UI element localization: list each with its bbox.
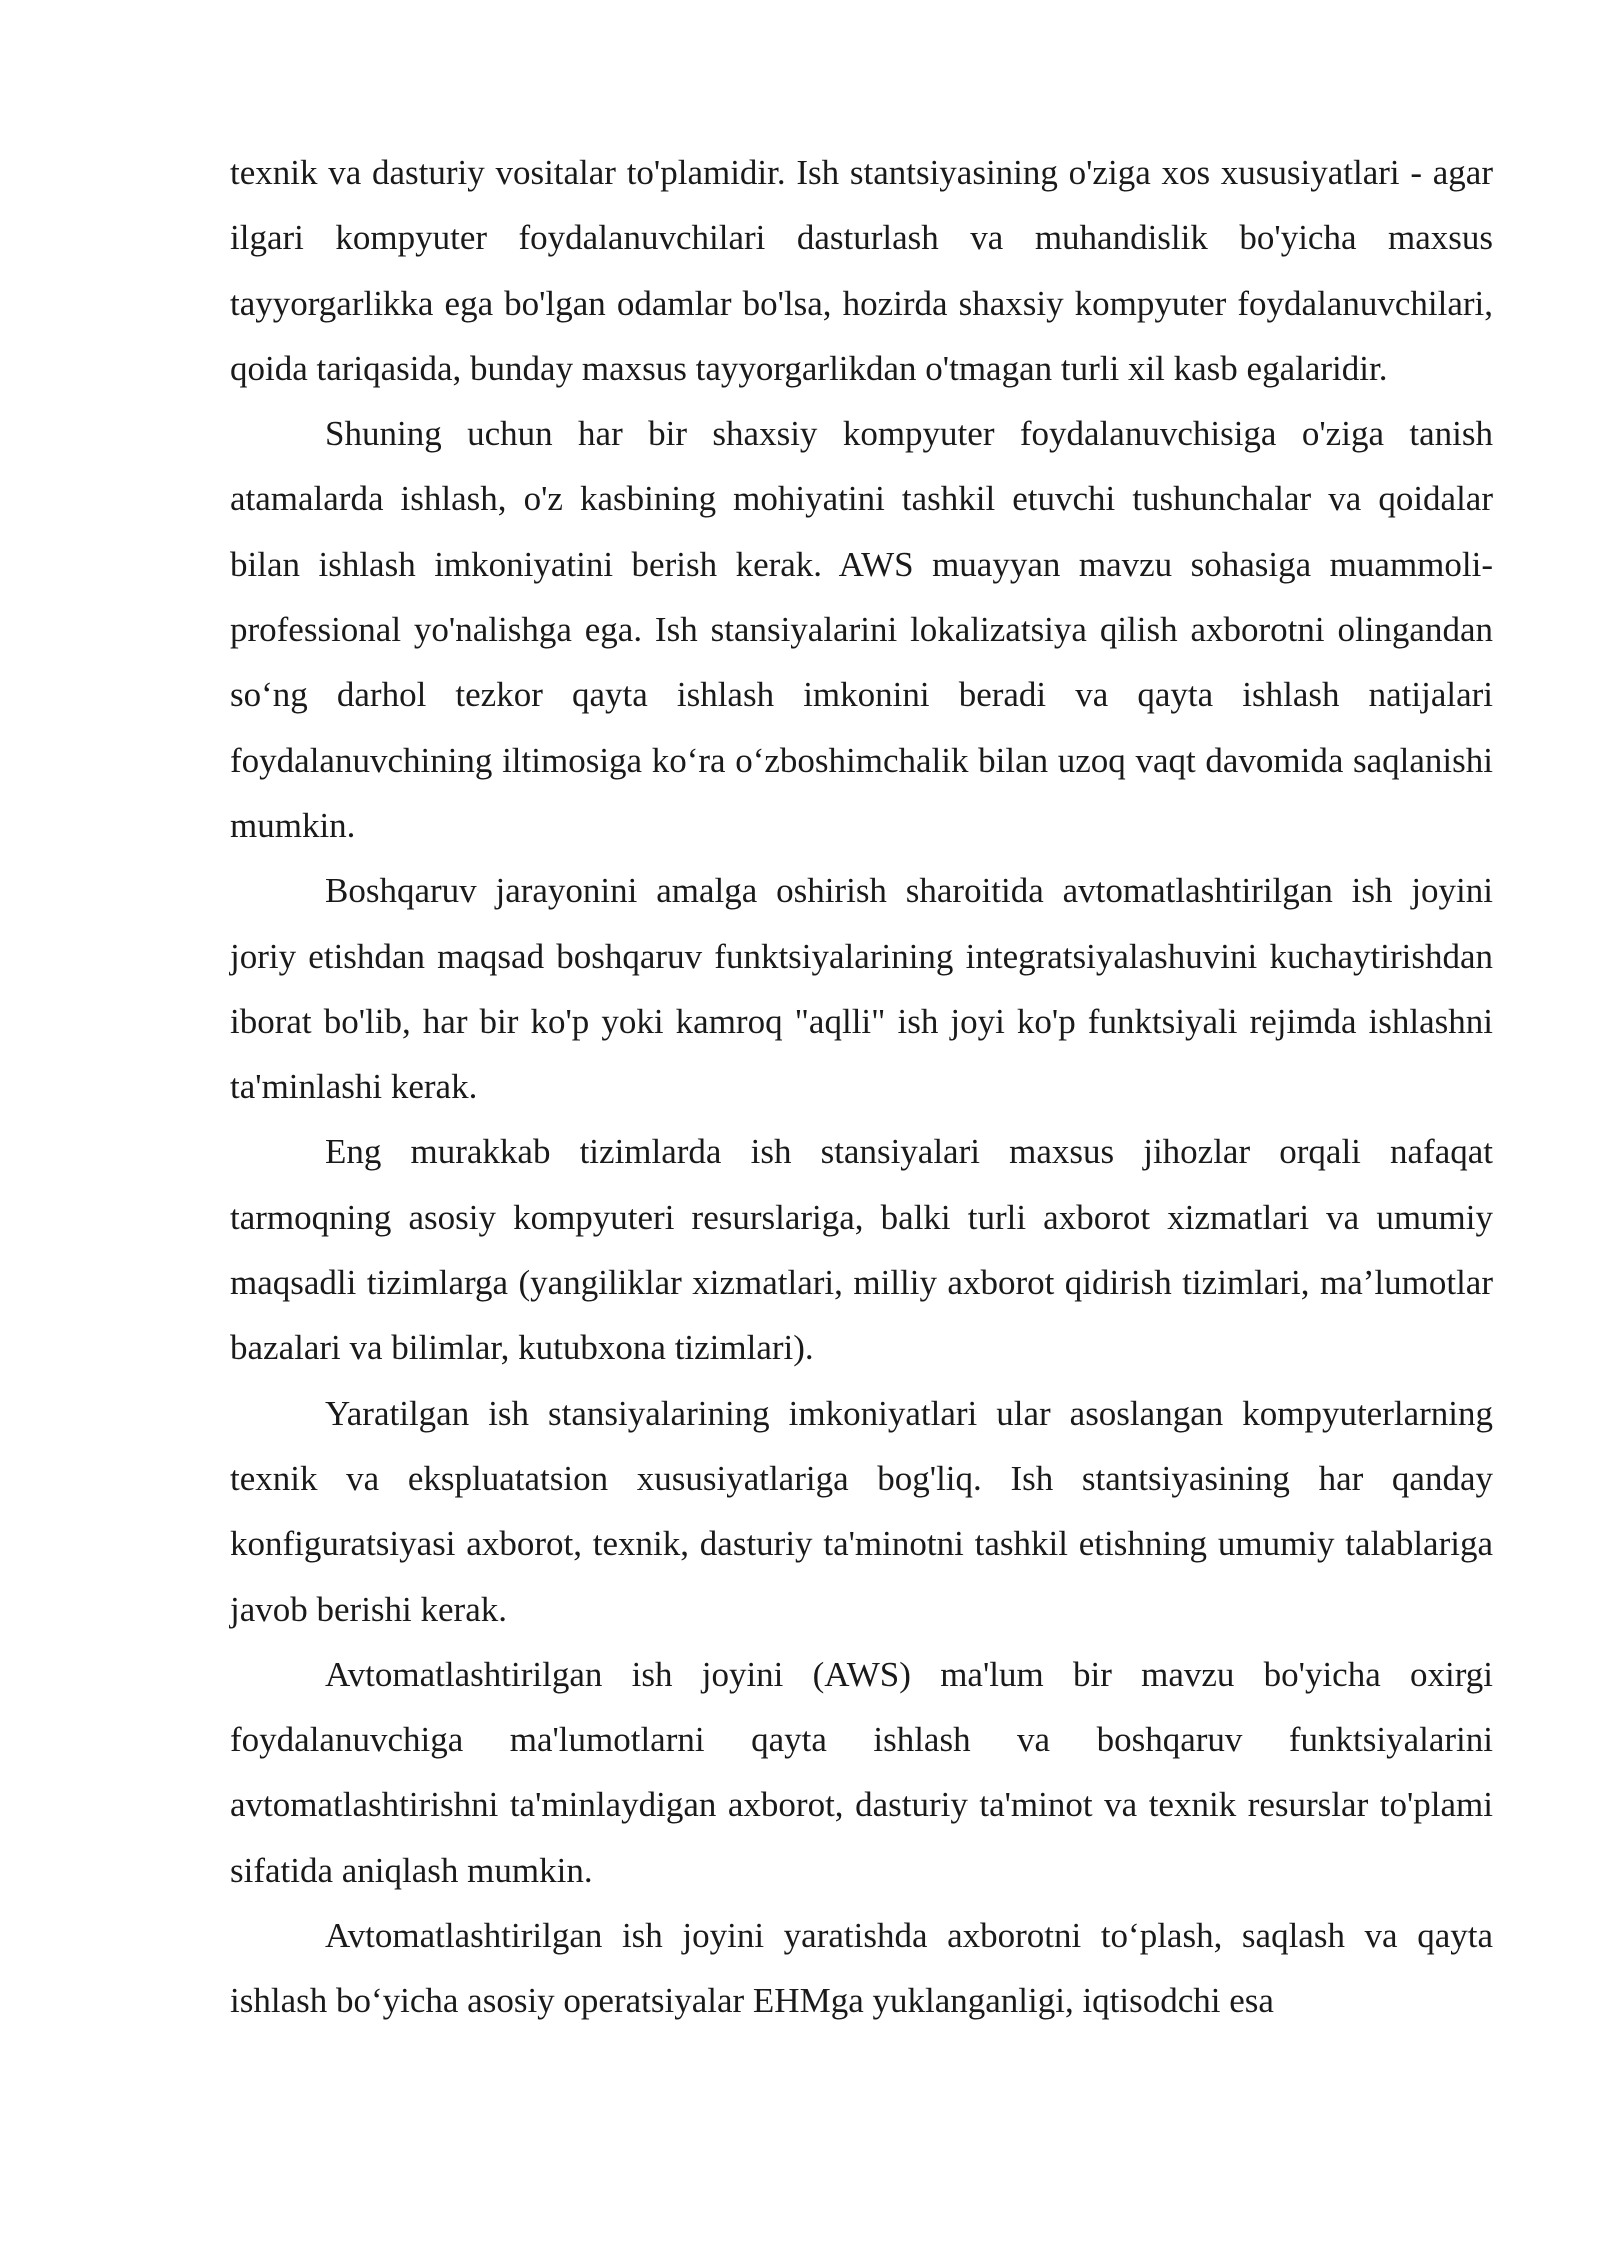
document-body — [230, 140, 1493, 2034]
paragraph-3: Boshqaruv jarayonini amalga oshirish sharoitida avtomatlashtirilgan ish joyini joriy etishdan maqsad boshqaruv funktsiyalarining integratsiyalashuvini kuchaytirishdan iborat bo'lib, har bir ko'p yoki kamroq "aqlli" ish joyi ko'p funktsiyali rejimda ishlashni ta'minlashi kerak. — [230, 871, 1493, 1107]
paragraph-7: Avtomatlashtirilgan ish joyini yaratishda axborotni to‘plash, saqlash va qayta ishlash bo‘yicha asosiy operatsiyalar EHMga yuklanganligi, iqtisodchi esa — [230, 1916, 1493, 2021]
paragraph-1: texnik va dasturiy vositalar to'plamidir. Ish stantsiyasining o'ziga xos xususiyatlari - agar ilgari kompyuter foydalanuvchilari dasturlash va muhandislik bo'yicha maxsus tayyorgarlikka ega bo'lgan odamlar bo'lsa, hozirda shaxsiy kompyuter foydalanuvchilari, qoida tariqasida, bunday maxsus tayyorgarlikdan o'tmagan turli xil kasb egalaridir. — [230, 153, 1493, 388]
paragraph-2: Shuning uchun har bir shaxsiy kompyuter foydalanuvchisiga o'ziga tanish atamalarda ishlash, o'z kasbining mohiyatini tashkil etuvchi tushunchalar va qoidalar bilan ishlash imkoniyatini berish kerak. AWS muayyan mavzu sohasiga muammoli-professional yo'nalishga ega. Ish stansiyalarini lokalizatsiya qilish axborotni olingandan so‘ng darhol tezkor qayta ishlash imkonini beradi va qayta ishlash natijalari foydalanuvchining iltimosiga ko‘ra o‘zboshimchalik bilan uzoq vaqt davomida saqlanishi mumkin. — [230, 414, 1493, 845]
paragraph-5: Yaratilgan ish stansiyalarining imkoniyatlari ular asoslangan kompyuterlarning texnik va ekspluatatsion xususiyatlariga bog'liq. Ish stantsiyasining har qanday konfiguratsiyasi axborot, texnik, dasturiy ta'minotni tashkil etishning umumiy talablariga javob berishi kerak. — [230, 1393, 1493, 1629]
paragraph-6: Avtomatlashtirilgan ish joyini (AWS) ma'lum bir mavzu bo'yicha oxirgi foydalanuvchiga ma'lumotlarni qayta ishlash va boshqaruv funktsiyalarini avtomatlashtirishni ta'minlaydigan axborot, dasturiy ta'minot va texnik resurslar to'plami sifatida aniqlash mumkin. — [230, 1654, 1493, 1890]
paragraph-4: Eng murakkab tizimlarda ish stansiyalari maxsus jihozlar orqali nafaqat tarmoqning asosiy kompyuteri resurslariga, balki turli axborot xizmatlari va umumiy maqsadli tizimlarga (yangiliklar xizmatlari, milliy axborot qidirish tizimlari, ma’lumotlar bazalari va bilimlar, kutubxona tizimlari). — [230, 1132, 1493, 1368]
